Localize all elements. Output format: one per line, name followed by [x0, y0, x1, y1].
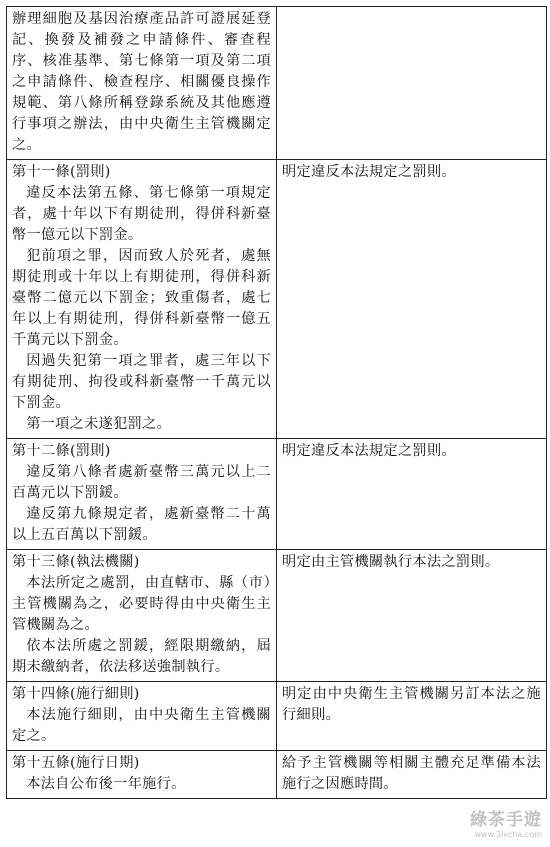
- article-paragraph: 本法自公布後一年施行。: [26, 776, 186, 792]
- explanation-text: 明定違反本法規定之罰則。: [282, 443, 456, 459]
- article-title: 第十五條(施行日期): [12, 755, 140, 771]
- article-paragraph: 依本法所處之罰鍰，經限期繳納，屆期未繳納者，依法移送強制執行。: [12, 638, 271, 675]
- table-row: [7, 7, 547, 160]
- article-paragraph: 違反第八條者處新臺幣三萬元以上二百萬元以下罰鍰。: [12, 464, 271, 501]
- article-text-cell: [7, 682, 277, 751]
- article-paragraph: 第一項之未遂犯罰之。: [26, 416, 172, 432]
- explanation-cell: [277, 751, 547, 799]
- statute-table: [6, 6, 547, 799]
- explanation-cell: [277, 7, 547, 160]
- article-text-cell: [7, 7, 277, 160]
- statute-table-body: [7, 7, 547, 799]
- article-paragraph: 因過失犯第一項之罪者，處三年以下有期徒刑、拘役或科新臺幣一千萬元以下罰金。: [12, 353, 271, 411]
- article-paragraph: 本法施行細則，由中央衛生主管機關定之。: [12, 707, 271, 744]
- article-text-cell: [7, 550, 277, 682]
- table-row: [7, 682, 547, 751]
- article-title: 第十三條(執法機關): [12, 554, 140, 570]
- site-watermark: [470, 805, 542, 839]
- explanation-cell: [277, 160, 547, 439]
- explanation-cell: [277, 550, 547, 682]
- article-paragraph: 辦理細胞及基因治療產品許可證展延登記、換發及補發之申請條件、審查程序、核准基準、第七條第一項及第二項之申請條件、檢查程序、相關優良操作規範、第八條所稱登錄系統及其他應遵行事項之辦法，由中央衛生主管機關定之。: [12, 11, 271, 153]
- article-paragraph: 犯前項之罪，因而致人於死者，處無期徒刑或十年以上有期徒刑，得併科新臺幣二億元以下罰金；致重傷者，處七年以上有期徒刑，得併科新臺幣一億五千萬元以下罰金。: [12, 248, 271, 348]
- article-title: 第十四條(施行細則): [12, 686, 140, 702]
- table-row: [7, 160, 547, 439]
- explanation-text: 明定由中央衛生主管機關另訂本法之施行細則。: [282, 686, 541, 723]
- explanation-text: 明定違反本法規定之罰則。: [282, 164, 456, 180]
- article-title: 第十二條(罰則): [12, 443, 111, 459]
- table-row: [7, 751, 547, 799]
- article-text-cell: [7, 439, 277, 550]
- article-title: 第十一條(罰則): [12, 164, 111, 180]
- article-paragraph: 本法所定之處罰，由直轄市、縣（市）主管機關為之，必要時得由中央衛生主管機關為之。: [12, 575, 271, 633]
- article-text-cell: [7, 751, 277, 799]
- explanation-text: 明定由主管機關執行本法之罰則。: [282, 554, 500, 570]
- article-text-cell: [7, 160, 277, 439]
- explanation-text: 給予主管機關等相關主體充足準備本法施行之因應時間。: [282, 755, 541, 792]
- table-row: [7, 550, 547, 682]
- explanation-cell: [277, 682, 547, 751]
- explanation-cell: [277, 439, 547, 550]
- article-paragraph: 違反本法第五條、第七條第一項規定者，處十年以下有期徒刑，得併科新臺幣一億元以下罰金。: [12, 185, 271, 243]
- table-row: [7, 439, 547, 550]
- article-paragraph: 違反第九條規定者，處新臺幣二十萬以上五百萬以下罰鍰。: [12, 506, 271, 543]
- watermark-text: 綠茶手遊: [470, 810, 542, 830]
- watermark-url: www.3lvcha.com: [474, 830, 542, 839]
